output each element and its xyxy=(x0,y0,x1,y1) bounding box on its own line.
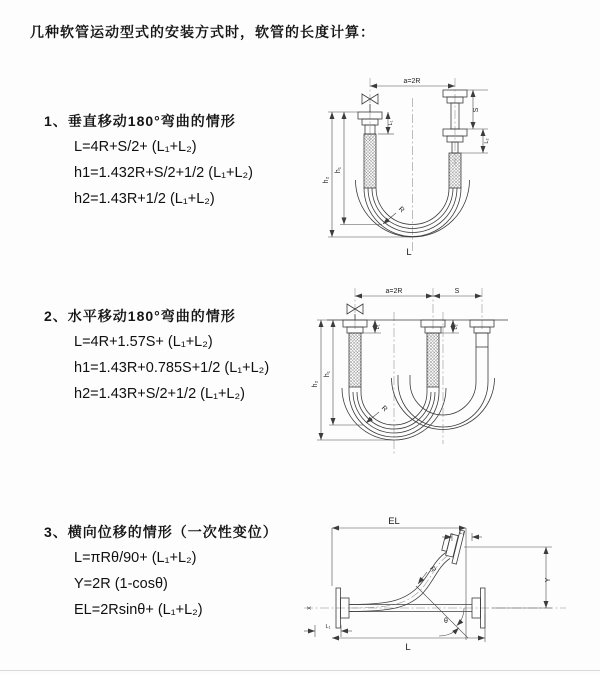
radius-label: R xyxy=(396,205,406,215)
dim-label-l: L xyxy=(405,642,411,653)
radius-label: R xyxy=(379,404,389,414)
dim-label-l1: L₁ xyxy=(375,324,381,330)
formula-line: L=4R+1.57S+ (L₁+L₂) xyxy=(74,334,213,350)
braided-hose-section xyxy=(364,134,376,188)
diagram-vertical-180-bend xyxy=(312,70,592,260)
section-3-heading: 3、横向位移的情形（一次性变位） xyxy=(44,524,278,540)
dim-label-el: EL xyxy=(388,516,400,527)
dimension-lines xyxy=(304,528,552,642)
dim-label-h1: h₁ xyxy=(335,166,342,174)
formula-line: EL=2Rsinθ+ (L₁+L₂) xyxy=(74,602,203,618)
length-label: L xyxy=(406,247,412,258)
braided-hose-section xyxy=(349,333,361,387)
diagram-lateral-displacement xyxy=(296,490,600,658)
dim-label-l1: L₁ xyxy=(388,120,394,126)
formula-line: Y=2R (1-cosθ) xyxy=(74,576,168,592)
dim-label-a2r: a=2R xyxy=(403,78,421,85)
dim-label-l1: L₁ xyxy=(325,624,331,630)
page-title: 几种软管运动型式的安装方式时，软管的长度计算： xyxy=(30,24,375,40)
formula-line: h2=1.43R+S/2+1/2 (L₁+L₂) xyxy=(74,386,245,402)
section-2 xyxy=(44,304,269,407)
formula-line: L=4R+S/2+ (L₁+L₂) xyxy=(74,139,197,155)
section-1-heading: 1、垂直移动180°弯曲的情形 xyxy=(44,113,236,129)
centerlines xyxy=(355,288,482,454)
dim-label-l2: L₂ xyxy=(453,324,459,330)
section-1 xyxy=(44,109,253,212)
braided-hose-section xyxy=(427,333,439,387)
dim-label-y: Y xyxy=(545,577,552,583)
formula-line: h1=1.43R+0.785S+1/2 (L₁+L₂) xyxy=(74,360,270,376)
formula-line: L=πRθ/90+ (L₁+L₂) xyxy=(74,550,197,566)
dim-label-s: S xyxy=(454,288,460,295)
dim-label-a2r: a=2R xyxy=(385,288,403,295)
hose-drawing xyxy=(336,527,485,628)
scan-edge-line xyxy=(0,670,600,671)
section-2-heading: 2、水平移动180°弯曲的情形 xyxy=(44,308,236,324)
axis-x-label: X xyxy=(307,606,313,610)
dimension-lines xyxy=(317,296,482,440)
dim-label-l2: L₂ xyxy=(459,530,465,536)
angle-theta-label: θ xyxy=(444,618,448,625)
section-3 xyxy=(44,520,278,623)
formula-line: h1=1.432R+S/2+1/2 (L₁+L₂) xyxy=(74,165,254,181)
dim-label-h1: h₁ xyxy=(324,370,331,378)
braided-hose-section xyxy=(449,153,461,188)
dim-label-h2: h₂ xyxy=(323,176,330,184)
hose-drawing xyxy=(327,304,508,440)
dim-label-s: S xyxy=(473,107,480,113)
diagram-horizontal-180-bend xyxy=(303,282,598,462)
dim-label-h2: h₂ xyxy=(312,380,319,388)
dimension-lines xyxy=(328,86,488,237)
dim-label-l2: L₂ xyxy=(484,138,490,144)
radius-label: R xyxy=(428,565,437,574)
formula-line: h2=1.43R+1/2 (L₁+L₂) xyxy=(74,191,215,207)
